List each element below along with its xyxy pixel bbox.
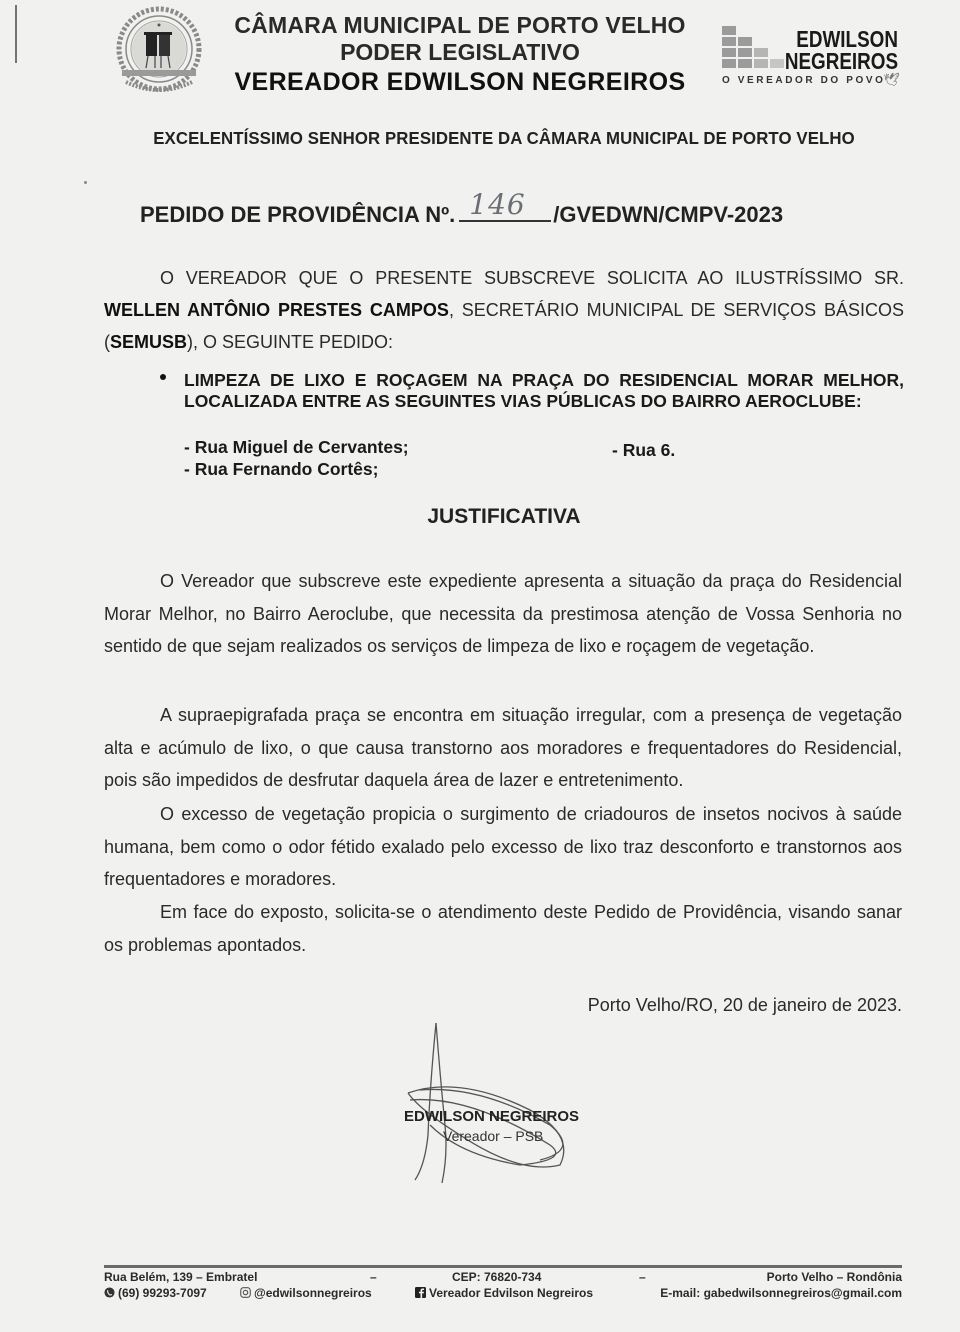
- footer-facebook[interactable]: Vereador Edvilson Negreiros: [429, 1286, 594, 1300]
- brand-tagline: O VEREADOR DO POVO: [722, 75, 886, 86]
- intro-text-3: ), O SEGUINTE PEDIDO:: [187, 332, 394, 352]
- footer: [104, 1270, 902, 1302]
- brand-bars-icon: [722, 26, 792, 70]
- letterhead: [230, 12, 690, 98]
- request-number-prefix: PEDIDO DE PROVIDÊNCIA Nº.: [140, 202, 456, 227]
- justification-paragraph: O excesso de vegetação propicia o surgimento de criadouros de insetos nocivos à saúde humana, bem como o odor fétido exalado pelo excesso de lixo traz desconforto e transtornos aos frequentadores e moradores.: [104, 804, 902, 889]
- facebook-icon: [415, 1287, 426, 1298]
- letterhead-line-1: CÂMARA MUNICIPAL DE PORTO VELHO: [234, 12, 686, 38]
- brand-name-line-1: EDWILSON: [796, 26, 898, 52]
- footer-address: Rua Belém, 139 – Embratel: [104, 1270, 258, 1284]
- signatory-name: EDWILSON NEGREIROS: [404, 1108, 580, 1125]
- footer-divider: [104, 1265, 902, 1268]
- request-number-suffix: /GVEDWN/CMPV-2023: [553, 202, 784, 227]
- letterhead-line-2: PODER LEGISLATIVO: [340, 39, 580, 65]
- intro-paragraph: [104, 262, 904, 358]
- footer-separator: –: [370, 1270, 377, 1284]
- footer-cep: CEP: 76820-734: [452, 1270, 542, 1284]
- intro-text-1: O VEREADOR QUE O PRESENTE SUBSCREVE SOLICITA AO ILUSTRÍSSIMO SR.: [160, 268, 904, 288]
- street-item: - Rua Miguel de Cervantes;: [184, 437, 409, 457]
- justification-paragraph: O Vereador que subscreve este expediente apresenta a situação da praça do Residencial Morar Melhor, no Bairro Aeroclube, que necessita da prestimosa atenção de Vossa Senhoria no sentido de que sejam realizados os serviços de limpeza de lixo e roçagem de vegetação.: [104, 571, 902, 656]
- brand-name-line-2: NEGREIROS: [784, 48, 898, 74]
- footer-instagram[interactable]: @edwilsonnegreiros: [254, 1286, 372, 1300]
- footer-row-2: [104, 1286, 902, 1302]
- letterhead-line-3: VEREADOR EDWILSON NEGREIROS: [234, 68, 686, 96]
- justification-paragraph: A supraepigrafada praça se encontra em situação irregular, com a presença de vegetação alta e acúmulo de lixo, o que causa transtorno aos moradores e frequentadores do Residencial, pois são impedidos de desfrutar daquela área de lazer e entretenimento.: [104, 705, 902, 790]
- scan-edge-mark: [15, 5, 17, 63]
- intro-text-2: , SECRETÁRIO MUNICIPAL DE SERVIÇOS BÁSICOS (: [104, 300, 904, 352]
- footer-email[interactable]: E-mail: gabedwilsonnegreiros@gmail.com: [660, 1286, 902, 1300]
- request-number-line: [140, 188, 870, 228]
- organization-acronym: SEMUSB: [110, 332, 188, 352]
- secretary-name: WELLEN ANTÔNIO PRESTES CAMPOS: [104, 300, 449, 320]
- street-item: - Rua 6.: [612, 440, 676, 460]
- request-item: [160, 370, 904, 412]
- footer-row-1: [104, 1270, 902, 1286]
- footer-city: Porto Velho – Rondônia: [766, 1270, 902, 1284]
- street-item: - Rua Fernando Cortês;: [184, 459, 379, 479]
- brand-logo: [718, 24, 904, 94]
- request-number-field: [459, 188, 551, 222]
- instagram-icon: [240, 1287, 251, 1298]
- justification-paragraph: Em face do exposto, solicita-se o atendimento deste Pedido de Providência, visando sanar os problemas apontados.: [104, 902, 902, 955]
- dove-icon: 🕊: [883, 72, 900, 87]
- bullet-icon: [160, 374, 166, 380]
- signatory-role: Vereador – PSB: [443, 1128, 544, 1144]
- request-text: LIMPEZA DE LIXO E ROÇAGEM NA PRAÇA DO RESIDENCIAL MORAR MELHOR, LOCALIZADA ENTRE AS SEGUINTES VIAS PÚBLICAS DO BAIRRO AEROCLUBE:: [184, 370, 904, 411]
- handwritten-number: 146: [469, 188, 526, 221]
- scan-speck: [84, 181, 87, 184]
- handwritten-signature: [400, 1015, 600, 1185]
- footer-separator: –: [639, 1270, 646, 1284]
- addressee: EXCELENTÍSSIMO SENHOR PRESIDENTE DA CÂMARA MUNICIPAL DE PORTO VELHO: [153, 128, 855, 148]
- municipal-seal-icon: [110, 4, 208, 100]
- whatsapp-icon: [104, 1287, 115, 1298]
- section-title: JUSTIFICATIVA: [427, 505, 581, 528]
- footer-phone: (69) 99293-7097: [118, 1286, 207, 1300]
- document-date: Porto Velho/RO, 20 de janeiro de 2023.: [587, 995, 902, 1015]
